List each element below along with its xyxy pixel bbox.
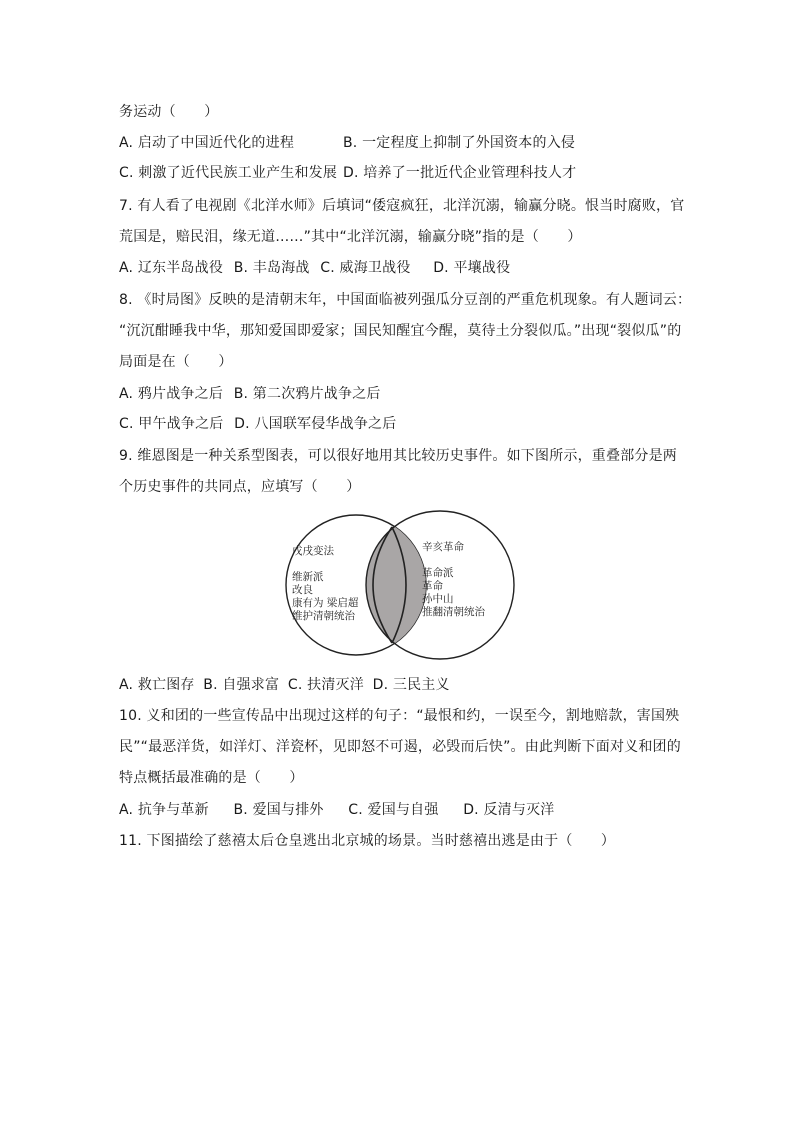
q8-line2: “沉沉酣睡我中华，那知爱国即爱家；国民知醒宜今醒，莫待土分裂似瓜。”出现“裂似瓜”的 [119,323,682,339]
venn-right-item: 革命 [422,580,443,592]
q7-line1: 7. 有人看了电视剧《北洋水师》后填词“倭寇疯狂，北洋沉溺，输赢分晓。恨当时腐败，官 [119,198,685,214]
q9-option-d: D. 三民主义 [372,677,450,693]
q8-options-row1 [119,384,381,404]
q7-line2: 荒国是，赔民泪，缘无道……”其中“北洋沉溺，输赢分晓”指的是（ ） [119,229,582,245]
venn-left-item: 维护清朝统治 [292,610,355,622]
venn-diagram [280,506,520,664]
q9-line1: 9. 维恩图是一种关系型图表，可以很好地用其比较历史事件。如下图所示，重叠部分是两 [119,448,678,464]
q6-options-row2 [119,163,576,183]
q6-option-c: C. 刺激了近代民族工业产生和发展 [119,165,338,181]
q10-option-d: D. 反清与灭洋 [463,802,555,818]
q7-option-d: D. 平壤战役 [433,260,511,276]
q6-option-b: B. 一定程度上抑制了外国资本的入侵 [343,135,576,151]
venn-right-item: 革命派 [422,567,454,579]
q8-option-d: D. 八国联军侵华战争之后 [234,416,397,432]
venn-left-title: 戊戌变法 [292,545,334,557]
q9-option-c: C. 扶清灭洋 [287,677,364,693]
q6-option-d: D. 培养了一批近代企业管理科技人才 [343,165,577,181]
venn-right-item: 推翻清朝统治 [422,606,485,618]
venn-left-item: 改良 [292,584,313,596]
q8-options-row2 [119,414,396,434]
q9-option-a: A. 救亡图存 [119,677,195,693]
q9-option-b: B. 自强求富 [203,677,280,693]
q6-option-a: A. 启动了中国近代化的进程 [119,135,295,151]
venn-left-item: 康有为 梁启超 [292,597,359,609]
q10-line3: 特点概括最准确的是（ ） [119,770,304,786]
q8-line1: 8. 《时局图》反映的是清朝末年，中国面临被列强瓜分豆剖的严重危机现象。有人题词云： [119,292,692,308]
q10-option-c: C. 爱国与自强 [348,802,439,818]
q8-option-c: C. 甲午战争之后 [119,416,224,432]
q6-options-row1 [119,133,575,153]
venn-left-item: 维新派 [292,571,324,583]
q8-option-a: A. 鸦片战争之后 [119,386,224,402]
q7-option-c: C. 威海卫战役 [320,260,411,276]
venn-right-item: 孙中山 [422,593,454,605]
q8-line3: 局面是在（ ） [119,354,233,370]
q10-options [119,800,554,820]
q10-option-b: B. 爱国与排外 [233,802,324,818]
q7-option-b: B. 丰岛海战 [233,260,310,276]
venn-right-title: 辛亥革命 [422,541,464,553]
q10-option-a: A. 抗争与革新 [119,802,209,818]
q10-line1: 10. 义和团的一些宣传品中出现过这样的句子：“最恨和约，一误至今，割地赔款，害国殃 [119,708,680,724]
q8-option-b: B. 第二次鸦片战争之后 [233,386,381,402]
q6-tail: 务运动（ ） [119,104,219,120]
q9-line2: 个历史事件的共同点，应填写（ ） [119,479,361,495]
q10-line2: 民”“最恶洋货，如洋灯、洋瓷杯，见即怒不可遏，必毁而后快”。由此判断下面对义和团的 [119,739,681,755]
q7-option-a: A. 辽东半岛战役 [119,260,224,276]
q7-options [119,258,510,278]
q11-line1: 11. 下图描绘了慈禧太后仓皇逃出北京城的场景。当时慈禧出逃是由于（ ） [119,833,616,849]
q9-options [119,675,450,695]
